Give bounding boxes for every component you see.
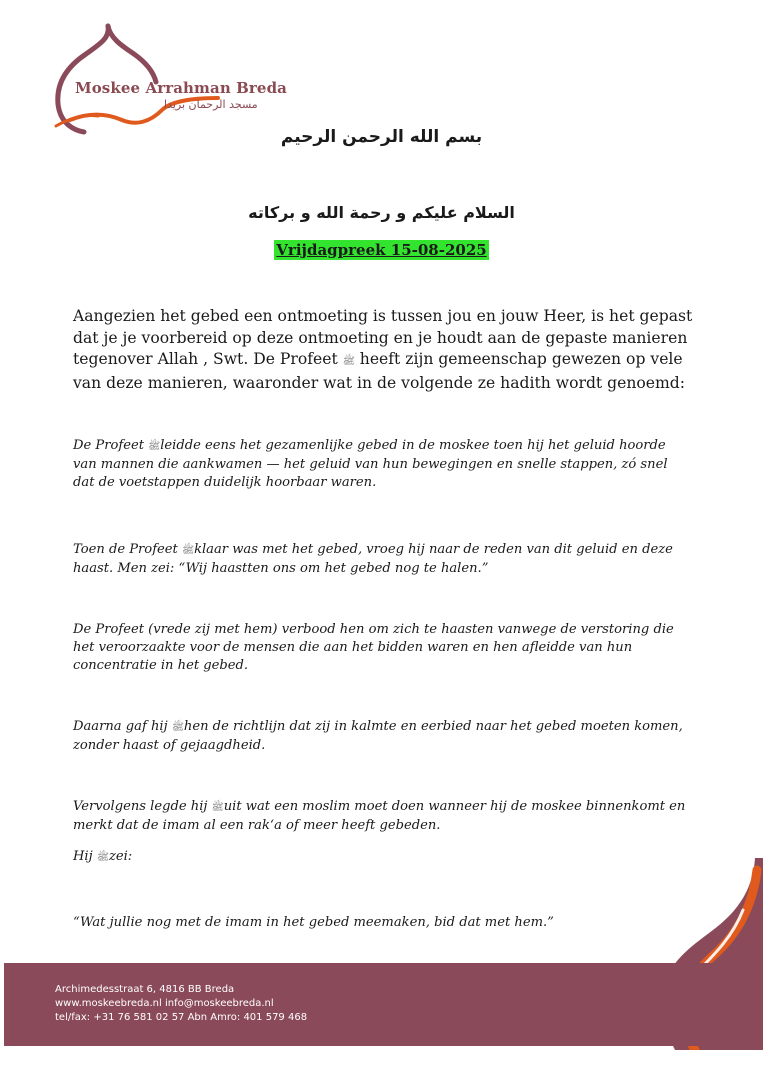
logo-arabic-name: مسجد الرحمان بريدا — [164, 98, 258, 111]
para-text-end: klaar was met het gebed, vroeg hij naar de reden van dit geluid en deze haast. Men zei: “Wij haastten ons om het gebed nog te halen.” — [73, 542, 673, 577]
logo-name: Moskee Arrahman Breda — [75, 79, 287, 97]
footer-bar — [4, 963, 763, 1046]
salam-greeting: السلام عليكم و رحمة الله و بركاته — [248, 203, 515, 222]
intro-paragraph — [73, 306, 713, 394]
footer-address: Archimedesstraat 6, 4816 BB Breda — [55, 984, 235, 995]
para-text-end: hen de richtlijn dat zij in kalmte en eerbied naar het gebed moeten komen, zonder haast of gejaagdheid. — [73, 719, 683, 754]
hadith-quote — [73, 914, 693, 932]
hadith-paragraph-1 — [73, 437, 693, 493]
intro-text-start: Aangezien het gebed een ontmoeting is tussen jou en jouw Heer, is het gepast dat je je voorbereid op deze ontmoeting en je houdt aan de gepaste manieren tegenover Allah , Swt. De Profeet — [73, 307, 693, 368]
salawat-symbol: ﷺ — [211, 802, 224, 813]
bismillah-heading: بسم الله الرحمن الرحيم — [280, 127, 483, 147]
sermon-title: Vrijdagpreek 15-08-2025 — [276, 241, 487, 259]
footer-web-email: www.moskeebreda.nl info@moskeebreda.nl — [55, 998, 274, 1009]
footer-contact — [55, 983, 307, 1025]
para-text: De Profeet (vrede zij met hem) verbood hen om zich te haasten vanwege de verstoring die het veroorzaakte voor de mensen die aan het bidden waren en hen afleidde van hun concentratie in het gebed. — [73, 622, 674, 674]
quote-text: “Wat jullie nog met de imam in het gebed meemaken, bid dat met hem.” — [73, 915, 554, 930]
salawat-symbol: ﷺ — [181, 545, 195, 556]
hadith-paragraph-5 — [73, 798, 693, 835]
mosque-logo — [50, 22, 287, 140]
hadith-paragraph-4 — [73, 718, 693, 755]
para-text-end: uit wat een moslim moet doen wanneer hij de moskee binnenkomt en merkt dat de imam al een rak‘a of meer heeft gebeden. — [73, 799, 686, 834]
intro-text-end: heeft zijn gemeenschap gewezen op vele van deze manieren, waaronder wat in de volgende ze hadith wordt genoemd: — [73, 350, 686, 392]
para-text-start: De Profeet — [73, 438, 149, 453]
para-text-start: Vervolgens legde hij — [73, 799, 212, 814]
hadith-paragraph-6 — [73, 848, 693, 867]
footer-phone-bank: tel/fax: +31 76 581 02 57 Abn Amro: 401 579 468 — [55, 1012, 308, 1023]
salawat-symbol: ﷺ — [148, 441, 161, 452]
hadith-paragraph-2 — [73, 541, 693, 578]
para-text-start: Toen de Profeet — [73, 542, 182, 557]
para-text-end: zei: — [108, 849, 133, 864]
salawat-symbol: ﷺ — [342, 356, 355, 367]
hadith-paragraph-3 — [73, 621, 693, 676]
salawat-symbol: ﷺ — [171, 722, 184, 733]
para-text-start: Daarna gaf hij — [73, 719, 172, 734]
title-wrapper — [0, 240, 763, 260]
para-text-end: leidde eens het gezamenlijke gebed in de moskee toen hij het geluid hoorde van mannen die aankwamen — het geluid van hun bewegingen en snelle stappen, zó snel dat de voetstappen duidelijk hoorbaar waren. — [73, 438, 668, 491]
para-text-start: Hij — [73, 849, 97, 864]
salawat-symbol: ﷺ — [96, 852, 109, 863]
